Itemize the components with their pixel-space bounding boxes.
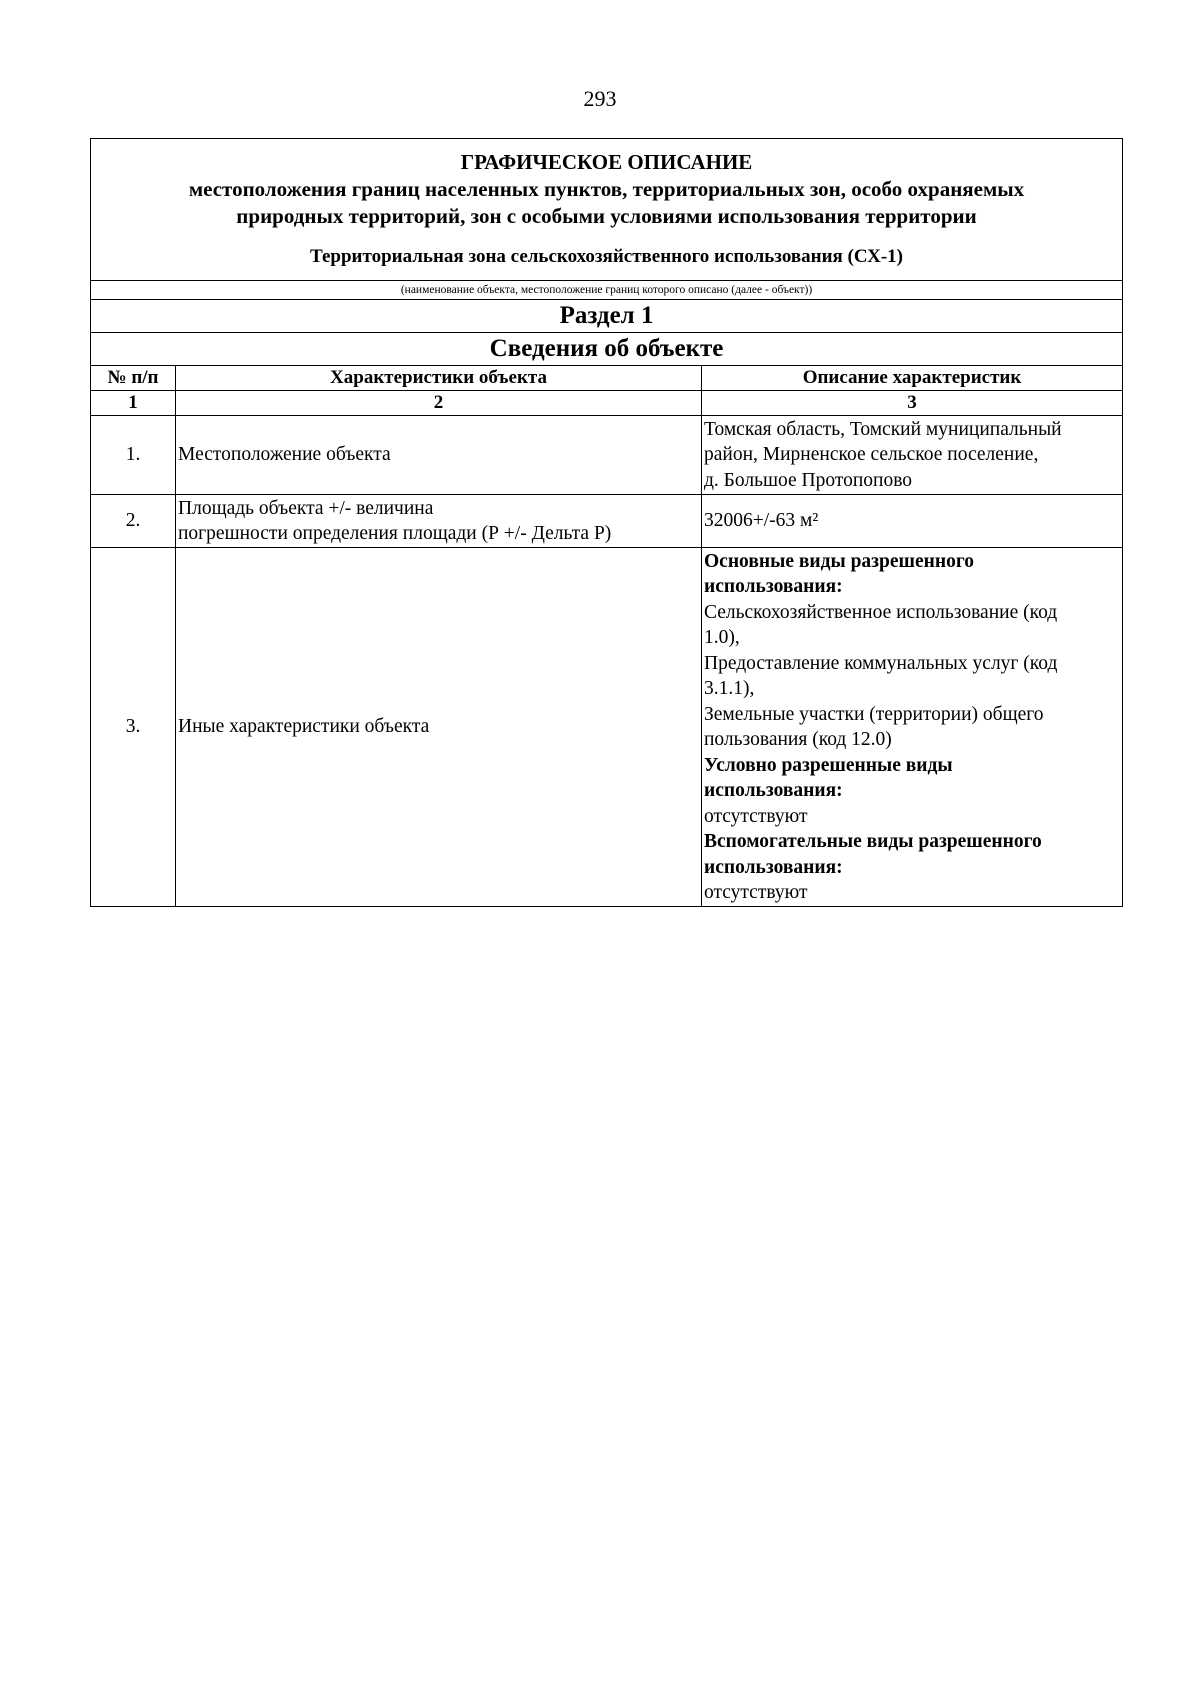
auxiliary-uses-heading: использования: bbox=[704, 856, 843, 878]
table-row bbox=[91, 495, 1123, 548]
column-header-characteristics: Характеристики объекта bbox=[176, 366, 702, 391]
title-row bbox=[91, 139, 1123, 281]
auxiliary-uses-value: отсутствуют bbox=[704, 882, 808, 903]
column-header-number: № п/п bbox=[91, 366, 176, 391]
conditional-uses-heading: Условно разрешенные виды bbox=[704, 754, 953, 776]
row-characteristic: Иные характеристики объекта bbox=[176, 548, 702, 907]
document-title: ГРАФИЧЕСКОЕ ОПИСАНИЕ bbox=[460, 150, 753, 174]
object-caption: (наименование объекта, местоположение границ которого описано (далее - объект)) bbox=[91, 281, 1123, 300]
main-use-item: 3.1.1), bbox=[704, 678, 755, 699]
table-row bbox=[91, 416, 1123, 495]
column-number-row bbox=[91, 391, 1123, 416]
row-description bbox=[702, 548, 1123, 907]
column-header-description: Описание характеристик bbox=[702, 366, 1123, 391]
auxiliary-uses-heading: Вспомогательные виды разрешенного bbox=[704, 831, 1042, 852]
caption-row bbox=[91, 281, 1123, 300]
column-number-1: 1 bbox=[91, 391, 176, 416]
row-characteristic bbox=[176, 495, 702, 548]
description-line: район, Мирненское сельское поселение, bbox=[704, 444, 1039, 466]
main-use-item: 1.0), bbox=[704, 627, 740, 648]
characteristic-line: Площадь объекта +/- величина bbox=[178, 497, 434, 519]
title-block bbox=[91, 139, 1123, 281]
row-description bbox=[702, 416, 1123, 495]
main-use-item: Предоставление коммунальных услуг (код bbox=[704, 652, 1058, 674]
document-table bbox=[90, 138, 1123, 907]
description-line: д. Большое Протопопово bbox=[704, 469, 913, 491]
row-number: 1. bbox=[91, 416, 176, 495]
column-header-row bbox=[91, 366, 1123, 391]
conditional-uses-value: отсутствуют bbox=[704, 805, 808, 827]
section-subtitle-row bbox=[91, 333, 1123, 366]
characteristic-line: погрешности определения площади (Р +/- Дельта Р) bbox=[178, 523, 612, 544]
table-row bbox=[91, 548, 1123, 907]
section-title: Раздел 1 bbox=[91, 300, 1123, 333]
row-description: 32006+/-63 м² bbox=[702, 495, 1123, 548]
main-use-item: Сельскохозяйственное использование (код bbox=[704, 601, 1058, 623]
document-subtitle-line-1: местоположения границ населенных пунктов, территориальных зон, особо охраняемых bbox=[188, 177, 1025, 201]
main-uses-heading: использования: bbox=[704, 576, 843, 597]
description-line: Томская область, Томский муниципальный bbox=[704, 418, 1062, 440]
section-title-row bbox=[91, 300, 1123, 333]
main-use-item: Земельные участки (территории) общего bbox=[704, 703, 1044, 725]
column-number-3: 3 bbox=[702, 391, 1123, 416]
main-use-item: пользования (код 12.0) bbox=[704, 729, 892, 750]
object-name: Территориальная зона сельскохозяйственного использования (СХ-1) bbox=[310, 246, 903, 267]
conditional-uses-heading: использования: bbox=[704, 780, 843, 801]
page-number: 293 bbox=[583, 86, 617, 111]
section-subtitle: Сведения об объекте bbox=[91, 333, 1123, 366]
main-uses-heading: Основные виды разрешенного bbox=[704, 550, 974, 572]
column-number-2: 2 bbox=[176, 391, 702, 416]
row-characteristic: Местоположение объекта bbox=[176, 416, 702, 495]
document-subtitle-line-2: природных территорий, зон с особыми условиями использования территории bbox=[236, 204, 977, 228]
row-number: 3. bbox=[91, 548, 176, 907]
row-number: 2. bbox=[91, 495, 176, 548]
